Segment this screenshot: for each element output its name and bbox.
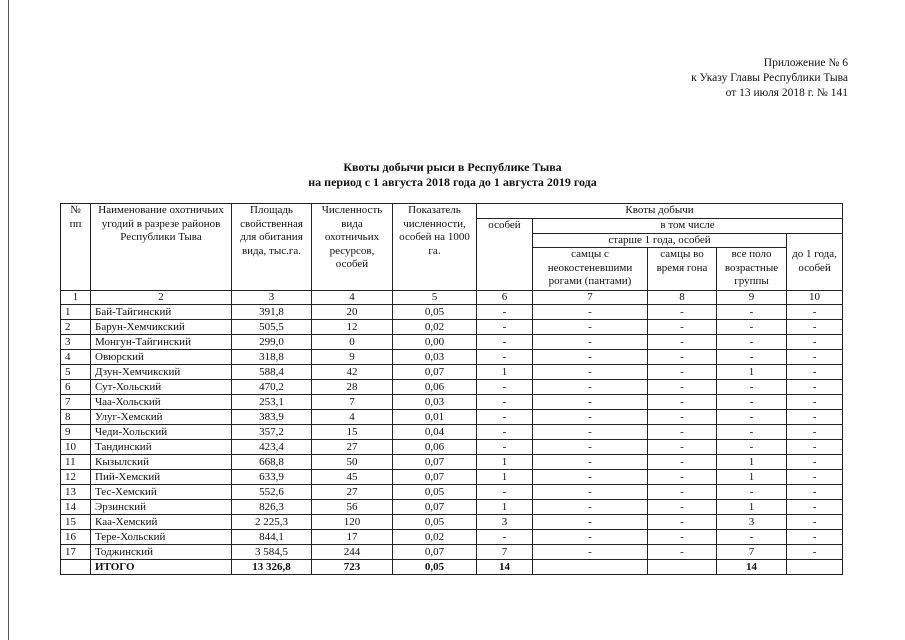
index-value: 0,07 [393, 500, 477, 515]
header-area: Площадь свойственная для обитания вида, тыс.га. [232, 204, 312, 291]
quota-all-groups: - [717, 335, 787, 350]
row-number: 15 [61, 515, 91, 530]
count-value: 12 [312, 320, 393, 335]
quota-males-rut: - [648, 395, 717, 410]
quota-all-groups: - [717, 410, 787, 425]
quota-under1: - [787, 305, 843, 320]
count-value: 20 [312, 305, 393, 320]
total-label: ИТОГО [91, 560, 232, 575]
quota-all-groups: 1 [717, 500, 787, 515]
total-quota-individuals: 14 [477, 560, 533, 575]
quota-under1: - [787, 350, 843, 365]
column-number: 9 [717, 291, 787, 305]
quota-individuals: 7 [477, 545, 533, 560]
quota-all-groups: - [717, 350, 787, 365]
district-name: Сут-Хольский [91, 380, 232, 395]
quota-males-antlers: - [533, 395, 648, 410]
header-including: в том числе [533, 219, 843, 234]
appendix-note [608, 56, 848, 101]
quota-males-antlers: - [533, 515, 648, 530]
row-number: 3 [61, 335, 91, 350]
area-value: 253,1 [232, 395, 312, 410]
total-row-number [61, 560, 91, 575]
row-number: 17 [61, 545, 91, 560]
quota-individuals: - [477, 530, 533, 545]
table-row [61, 380, 843, 395]
column-number: 1 [61, 291, 91, 305]
quota-under1: - [787, 485, 843, 500]
district-name: Каа-Хемский [91, 515, 232, 530]
count-value: 120 [312, 515, 393, 530]
district-name: Тес-Хемский [91, 485, 232, 500]
quota-under1: - [787, 410, 843, 425]
row-number: 13 [61, 485, 91, 500]
area-value: 552,6 [232, 485, 312, 500]
index-value: 0,06 [393, 440, 477, 455]
quota-under1: - [787, 320, 843, 335]
table-row [61, 305, 843, 320]
quota-males-antlers: - [533, 380, 648, 395]
table-row [61, 545, 843, 560]
district-name: Монгун-Тайгинский [91, 335, 232, 350]
index-value: 0,00 [393, 335, 477, 350]
count-value: 27 [312, 485, 393, 500]
total-quota-all-groups: 14 [717, 560, 787, 575]
table-row [61, 350, 843, 365]
row-number: 2 [61, 320, 91, 335]
area-value: 505,5 [232, 320, 312, 335]
quota-males-antlers: - [533, 440, 648, 455]
quota-individuals: - [477, 380, 533, 395]
table-row [61, 500, 843, 515]
index-value: 0,07 [393, 470, 477, 485]
quota-individuals: - [477, 320, 533, 335]
quota-individuals: - [477, 440, 533, 455]
row-number: 9 [61, 425, 91, 440]
quota-males-antlers: - [533, 410, 648, 425]
appendix-line-1: Приложение № 6 [763, 57, 848, 69]
quota-all-groups: - [717, 485, 787, 500]
quota-all-groups: - [717, 380, 787, 395]
count-value: 28 [312, 380, 393, 395]
total-quota-males-antlers [533, 560, 648, 575]
appendix-line-3: от 13 июля 2018 г. № 141 [725, 87, 848, 99]
index-value: 0,05 [393, 305, 477, 320]
header-all-sex-age: все поло возрастные группы [717, 248, 787, 291]
area-value: 470,2 [232, 380, 312, 395]
quota-males-rut: - [648, 470, 717, 485]
count-value: 42 [312, 365, 393, 380]
index-value: 0,01 [393, 410, 477, 425]
quota-males-rut: - [648, 500, 717, 515]
table-row [61, 410, 843, 425]
quota-individuals: 1 [477, 455, 533, 470]
quota-all-groups: 1 [717, 455, 787, 470]
quota-individuals: - [477, 335, 533, 350]
table-row [61, 530, 843, 545]
quota-individuals: - [477, 395, 533, 410]
table-row [61, 485, 843, 500]
header-quotas: Квоты добычи [477, 204, 843, 219]
area-value: 588,4 [232, 365, 312, 380]
district-name: Тоджинский [91, 545, 232, 560]
row-number: 7 [61, 395, 91, 410]
quota-males-antlers: - [533, 545, 648, 560]
quota-males-antlers: - [533, 455, 648, 470]
column-number: 3 [232, 291, 312, 305]
index-value: 0,06 [393, 380, 477, 395]
column-number: 10 [787, 291, 843, 305]
quota-males-rut: - [648, 305, 717, 320]
district-name: Кызылский [91, 455, 232, 470]
district-name: Чаа-Хольский [91, 395, 232, 410]
quota-all-groups: - [717, 425, 787, 440]
quota-males-rut: - [648, 545, 717, 560]
quota-males-rut: - [648, 350, 717, 365]
count-value: 15 [312, 425, 393, 440]
row-number: 8 [61, 410, 91, 425]
index-value: 0,03 [393, 350, 477, 365]
header-count: Численность вида охотничьих ресурсов, особей [312, 204, 393, 291]
quota-males-rut: - [648, 365, 717, 380]
quota-males-rut: - [648, 440, 717, 455]
row-number: 16 [61, 530, 91, 545]
quota-individuals: - [477, 425, 533, 440]
header-num: № пп [61, 204, 91, 291]
district-name: Улуг-Хемский [91, 410, 232, 425]
quota-under1: - [787, 515, 843, 530]
total-index-value: 0,05 [393, 560, 477, 575]
district-name: Тере-Хольский [91, 530, 232, 545]
index-value: 0,02 [393, 320, 477, 335]
total-area-value: 13 326,8 [232, 560, 312, 575]
quota-males-antlers: - [533, 305, 648, 320]
index-value: 0,04 [393, 425, 477, 440]
quota-under1: - [787, 470, 843, 485]
quota-males-antlers: - [533, 500, 648, 515]
area-value: 423,4 [232, 440, 312, 455]
area-value: 318,8 [232, 350, 312, 365]
area-value: 826,3 [232, 500, 312, 515]
area-value: 383,9 [232, 410, 312, 425]
quota-males-antlers: - [533, 335, 648, 350]
column-number-row [61, 291, 843, 305]
quota-males-rut: - [648, 425, 717, 440]
quota-under1: - [787, 500, 843, 515]
index-value: 0,05 [393, 515, 477, 530]
quota-males-rut: - [648, 515, 717, 530]
quota-under1: - [787, 380, 843, 395]
appendix-line-2: к Указу Главы Республики Тыва [691, 72, 848, 84]
area-value: 844,1 [232, 530, 312, 545]
row-number: 12 [61, 470, 91, 485]
area-value: 391,8 [232, 305, 312, 320]
quota-under1: - [787, 395, 843, 410]
header-older: старше 1 года, особей [533, 233, 787, 248]
header-under1: до 1 года, особей [787, 233, 843, 291]
quota-all-groups: - [717, 395, 787, 410]
quota-males-rut: - [648, 410, 717, 425]
quota-all-groups: - [717, 530, 787, 545]
column-number: 2 [91, 291, 232, 305]
quota-individuals: - [477, 350, 533, 365]
area-value: 2 225,3 [232, 515, 312, 530]
index-value: 0,07 [393, 455, 477, 470]
area-value: 668,8 [232, 455, 312, 470]
count-value: 27 [312, 440, 393, 455]
header-index: Показатель численности, особей на 1000 га. [393, 204, 477, 291]
column-number: 7 [533, 291, 648, 305]
table-body [61, 305, 843, 575]
header-males-rut: самцы во время гона [648, 248, 717, 291]
column-number: 6 [477, 291, 533, 305]
scan-border-line [8, 0, 9, 640]
header-name: Наименование охотничьих угодий в разрезе районов Республики Тыва [91, 204, 232, 291]
quota-males-antlers: - [533, 320, 648, 335]
quota-individuals: - [477, 410, 533, 425]
quota-all-groups: 1 [717, 365, 787, 380]
quota-all-groups: - [717, 320, 787, 335]
quota-all-groups: - [717, 440, 787, 455]
count-value: 4 [312, 410, 393, 425]
title-line-1: Квоты добычи рыси в Республике Тыва [343, 160, 562, 174]
table-row [61, 395, 843, 410]
district-name: Тандинский [91, 440, 232, 455]
quota-males-rut: - [648, 530, 717, 545]
area-value: 299,0 [232, 335, 312, 350]
index-value: 0,07 [393, 545, 477, 560]
column-number: 5 [393, 291, 477, 305]
index-value: 0,05 [393, 485, 477, 500]
table-row [61, 425, 843, 440]
quota-males-antlers: - [533, 425, 648, 440]
quota-all-groups: 1 [717, 470, 787, 485]
quota-under1: - [787, 335, 843, 350]
quota-all-groups: 7 [717, 545, 787, 560]
row-number: 6 [61, 380, 91, 395]
quota-all-groups: - [717, 305, 787, 320]
total-count-value: 723 [312, 560, 393, 575]
quota-individuals: 1 [477, 365, 533, 380]
total-quota-males-rut [648, 560, 717, 575]
quota-under1: - [787, 545, 843, 560]
quota-under1: - [787, 440, 843, 455]
quota-individuals: - [477, 485, 533, 500]
row-number: 11 [61, 455, 91, 470]
index-value: 0,03 [393, 395, 477, 410]
count-value: 9 [312, 350, 393, 365]
total-row [61, 560, 843, 575]
quota-males-antlers: - [533, 530, 648, 545]
row-number: 1 [61, 305, 91, 320]
row-number: 4 [61, 350, 91, 365]
district-name: Пий-Хемский [91, 470, 232, 485]
quota-males-antlers: - [533, 470, 648, 485]
quota-individuals: 1 [477, 470, 533, 485]
count-value: 244 [312, 545, 393, 560]
count-value: 45 [312, 470, 393, 485]
area-value: 357,2 [232, 425, 312, 440]
table-row [61, 365, 843, 380]
header-males-antlers: самцы с неокостеневшими рогами (пантами) [533, 248, 648, 291]
quota-individuals: 3 [477, 515, 533, 530]
quota-table [60, 203, 843, 575]
district-name: Эрзинский [91, 500, 232, 515]
document-title [0, 160, 905, 190]
table-row [61, 320, 843, 335]
index-value: 0,07 [393, 365, 477, 380]
quota-individuals: 1 [477, 500, 533, 515]
quota-under1: - [787, 365, 843, 380]
quota-males-antlers: - [533, 365, 648, 380]
district-name: Дзун-Хемчикский [91, 365, 232, 380]
index-value: 0,02 [393, 530, 477, 545]
quota-males-antlers: - [533, 485, 648, 500]
quota-males-antlers: - [533, 350, 648, 365]
row-number: 14 [61, 500, 91, 515]
count-value: 50 [312, 455, 393, 470]
quota-under1: - [787, 425, 843, 440]
count-value: 56 [312, 500, 393, 515]
district-name: Бай-Тайгинский [91, 305, 232, 320]
table-row [61, 335, 843, 350]
area-value: 633,9 [232, 470, 312, 485]
header-individuals: особей [477, 219, 533, 291]
quota-males-rut: - [648, 485, 717, 500]
district-name: Овюрский [91, 350, 232, 365]
quota-all-groups: 3 [717, 515, 787, 530]
table-row [61, 440, 843, 455]
row-number: 10 [61, 440, 91, 455]
row-number: 5 [61, 365, 91, 380]
table-row [61, 515, 843, 530]
quota-males-rut: - [648, 335, 717, 350]
quota-under1: - [787, 455, 843, 470]
quota-males-rut: - [648, 455, 717, 470]
quota-males-rut: - [648, 380, 717, 395]
table-row [61, 455, 843, 470]
count-value: 7 [312, 395, 393, 410]
district-name: Барун-Хемчикский [91, 320, 232, 335]
total-quota-under1 [787, 560, 843, 575]
count-value: 17 [312, 530, 393, 545]
district-name: Чеди-Хольский [91, 425, 232, 440]
table-row [61, 470, 843, 485]
area-value: 3 584,5 [232, 545, 312, 560]
title-line-2: на период с 1 августа 2018 года до 1 августа 2019 года [308, 175, 597, 189]
column-number: 4 [312, 291, 393, 305]
quota-males-rut: - [648, 320, 717, 335]
count-value: 0 [312, 335, 393, 350]
quota-individuals: - [477, 305, 533, 320]
quota-under1: - [787, 530, 843, 545]
column-number: 8 [648, 291, 717, 305]
